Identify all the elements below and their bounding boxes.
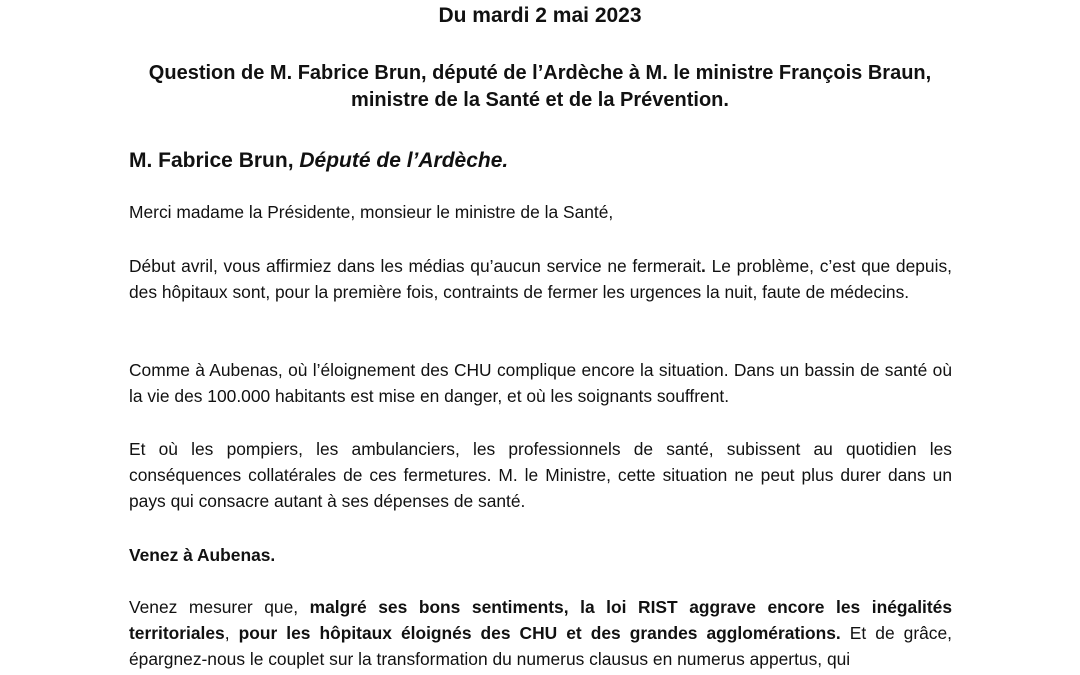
paragraph-intro (129, 253, 952, 305)
speaker-name: M. Fabrice Brun, (129, 149, 294, 172)
paragraph-loi-rist-bold-2: pour les hôpitaux éloignés des CHU et des grandes agglomérations. (238, 623, 841, 643)
paragraph-loi-rist-part-3: Et de grâce, épargnez-nous le couplet sur la transformation du numerus clausus en numerus appertus, qui (129, 623, 952, 669)
paragraph-intro-period: . (701, 256, 706, 276)
speaker-role: Député de l’Ardèche. (299, 149, 509, 172)
paragraph-consequences: Et où les pompiers, les ambulanciers, les professionnels de santé, subissent au quotidien les conséquences collatérales de ces fermetures. M. le Ministre, cette situation ne peut plus durer dans un pays qui consacre autant à ses dépenses de santé. (129, 439, 952, 511)
paragraph-loi-rist-bold-1: malgré ses bons sentiments, la loi RIST aggrave encore les inégalités territoriales (129, 597, 952, 643)
paragraph-intro-part-2: Le problème, c’est que depuis, des hôpitaux sont, pour la première fois, contraints de fermer les urgences la nuit, faute de médecins. (129, 256, 952, 302)
paragraph-greeting: Merci madame la Présidente, monsieur le ministre de la Santé, (129, 202, 614, 222)
speaker-line (129, 147, 508, 175)
paragraph-intro-part-1: Début avril, vous affirmiez dans les médias qu’aucun service ne fermerait (129, 256, 702, 276)
session-date: Du mardi 2 mai 2023 (438, 4, 642, 27)
paragraph-invitation: Venez à Aubenas. (129, 545, 276, 565)
paragraph-loi-rist (129, 594, 952, 672)
paragraph-loi-rist-part-2: , (224, 623, 239, 643)
paragraph-loi-rist-part-1: Venez mesurer que, (129, 597, 310, 617)
question-title: Question de M. Fabrice Brun, député de l’Ardèche à M. le ministre François Braun, ministre de la Santé et de la Prévention. (148, 62, 932, 111)
paragraph-aubenas: Comme à Aubenas, où l’éloignement des CHU complique encore la situation. Dans un bassin de santé où la vie des 100.000 habitants est mise en danger, et où les soignants souffrent. (129, 360, 952, 406)
